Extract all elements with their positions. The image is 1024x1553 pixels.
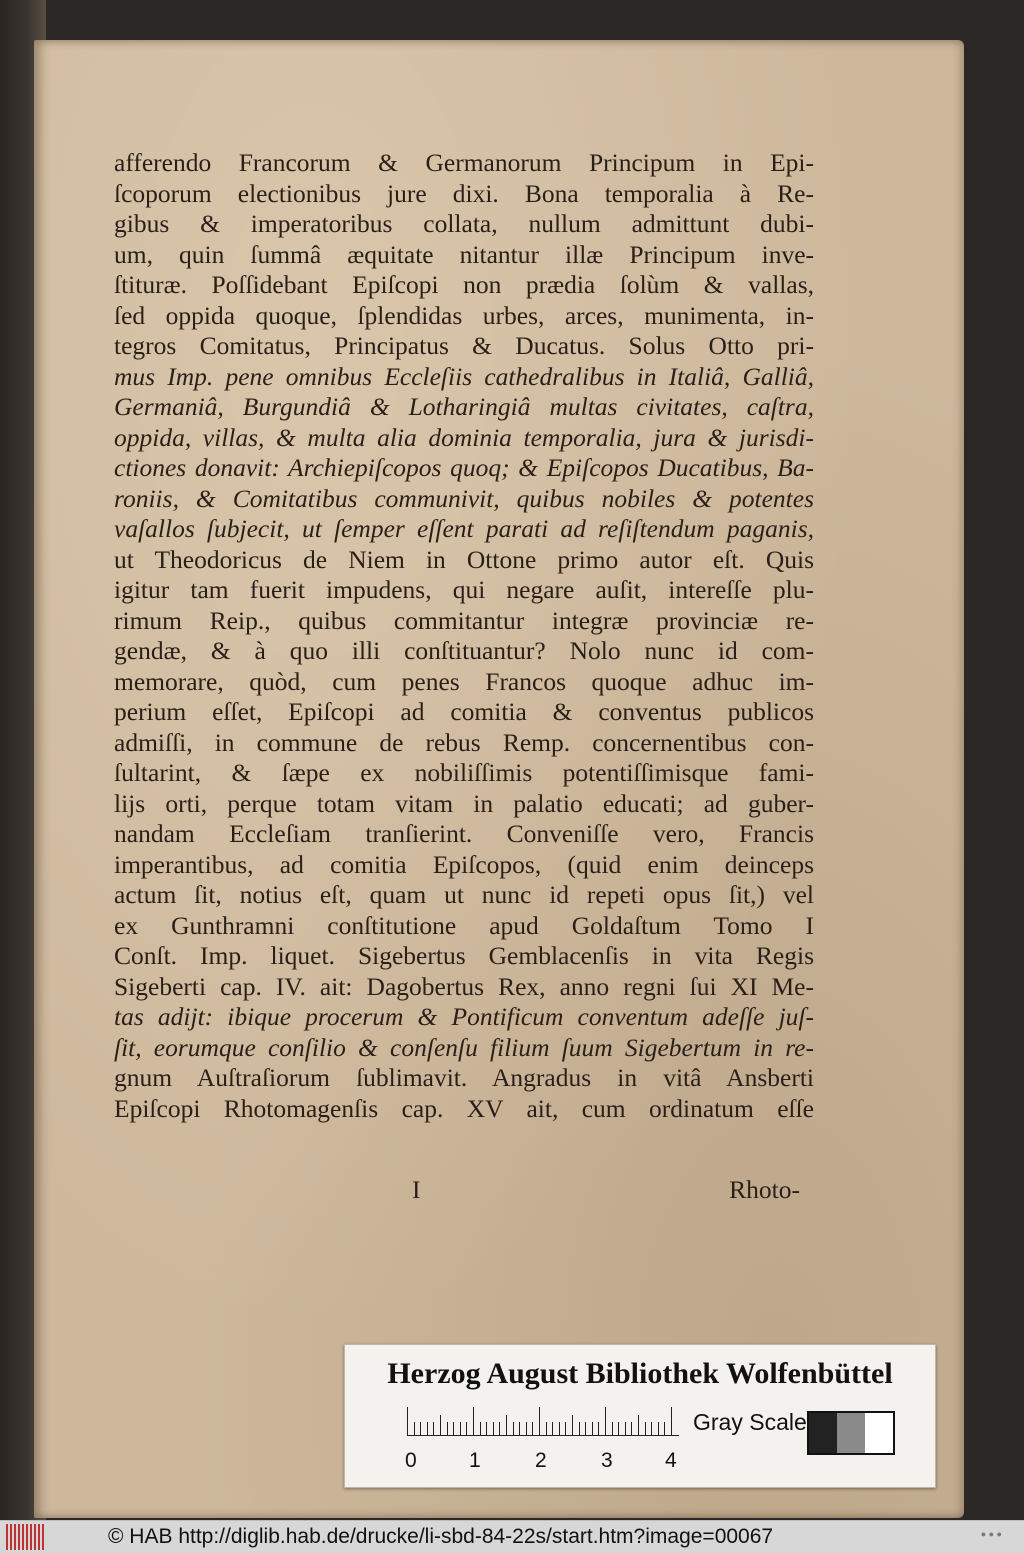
text-line: gibus & imperatoribus collata, nullum admittunt dubi- (114, 209, 814, 238)
ruler-tick (625, 1422, 626, 1435)
text-line: ſit, eorumque conſilio & conſenſu filium ſuum Sigebertum in re- (114, 1032, 814, 1062)
ruler-tick (671, 1407, 672, 1435)
ruler-tick (552, 1422, 553, 1435)
barcode-icon (6, 1524, 44, 1550)
text-line: gendæ, & à quo illi conſtituantur? Nolo nunc id com- (114, 636, 814, 665)
catchword: Rhoto- (729, 1175, 800, 1204)
text-line: imperantibus, ad comitia Epiſcopos, (quid enim deinceps (114, 849, 814, 879)
ruler-tick (532, 1422, 533, 1435)
swatch-light (865, 1413, 893, 1453)
signature-mark: I (412, 1175, 421, 1204)
text-line: admiſſi, in commune de rebus Remp. concernentibus con- (114, 727, 814, 757)
ruler-tick (427, 1422, 428, 1435)
text-line: ut Theodoricus de Niem in Ottone primo autor eſt. Quis (114, 544, 814, 574)
text-line: ſed oppida quoque, ſplendidas urbes, arces, munimenta, in- (114, 300, 814, 330)
ruler-tick (559, 1422, 560, 1435)
ruler-tick (499, 1422, 500, 1435)
text-line: nandam Eccleſiam tranſierint. Conveniſſe vero, Francis (114, 819, 814, 848)
text-line: oppida, villas, & multa alia dominia temporalia, jura & jurisdi- (114, 422, 814, 452)
viewer-footer-bar (0, 1520, 1024, 1553)
ruler-number: 0 (405, 1449, 417, 1472)
ruler-tick (433, 1422, 434, 1435)
ruler-tick (579, 1422, 580, 1435)
ruler-number: 1 (469, 1449, 481, 1472)
ruler-tick (420, 1422, 421, 1435)
ruler-tick (658, 1422, 659, 1435)
text-line: tegros Comitatus, Principatus & Ducatus. Solus Otto pri- (114, 331, 814, 360)
page-footer-line (114, 1175, 814, 1207)
ruler-tick (407, 1407, 408, 1435)
ruler-number: 2 (535, 1449, 547, 1472)
text-line: gnum Auſtraſiorum ſublimavit. Angradus in vitâ Ansberti (114, 1063, 814, 1092)
measurement-ruler (407, 1405, 679, 1436)
ruler-tick (651, 1422, 652, 1435)
text-line: afferendo Francorum & Germanorum Principum in Epi- (114, 148, 814, 177)
text-line: Germaniâ, Burgundiâ & Lotharingiâ multas civitates, caſtra, (114, 392, 814, 421)
text-line: mus Imp. pene omnibus Eccleſiis cathedralibus in Italiâ, Galliâ, (114, 361, 814, 391)
copyright-url[interactable]: © HAB http://diglib.hab.de/drucke/li-sbd-84-22s/start.htm?image=00067 (108, 1525, 774, 1548)
ruler-tick (592, 1422, 593, 1435)
ruler-tick (631, 1422, 632, 1435)
text-line: vaſallos ſubjecit, ut ſemper eſſent parati ad reſiſtendum paganis, (114, 514, 814, 543)
ruler-tick (598, 1422, 599, 1435)
text-line: perium eſſet, Epiſcopi ad comitia & conventus publicos (114, 697, 814, 726)
text-line: rimum Reip., quibus commitantur integræ provinciæ re- (114, 605, 814, 635)
text-line: tas adijt: ibique procerum & Pontificum conventum adeſſe juſ- (114, 1002, 814, 1031)
ruler-tick (460, 1422, 461, 1435)
page-text (114, 148, 814, 1124)
book-page (34, 40, 964, 1518)
text-line: memorare, quòd, cum penes Francos quoque adhuc im- (114, 666, 814, 696)
ruler-tick (612, 1422, 613, 1435)
ruler-tick (480, 1422, 481, 1435)
ruler-tick (453, 1422, 454, 1435)
ruler-tick (546, 1422, 547, 1435)
text-line: Conſt. Imp. liquet. Sigebertus Gemblacenſis in vita Regis (114, 941, 814, 970)
ruler-tick (572, 1415, 573, 1435)
ruler-tick (519, 1422, 520, 1435)
ruler-tick (618, 1422, 619, 1435)
ruler-tick (447, 1422, 448, 1435)
ruler-tick (473, 1407, 474, 1435)
ruler-tick (414, 1422, 415, 1435)
ruler-tick (506, 1415, 507, 1435)
ruler-tick (493, 1422, 494, 1435)
ruler-tick (645, 1422, 646, 1435)
ruler-tick (539, 1407, 540, 1435)
text-line: lijs orti, perque totam vitam in palatio educati; ad guber- (114, 788, 814, 818)
ruler-number: 4 (665, 1449, 677, 1472)
text-line: igitur tam fuerit impudens, qui negare auſit, intereſſe plu- (114, 575, 814, 604)
text-line: ſcoporum electionibus jure dixi. Bona temporalia à Re- (114, 178, 814, 208)
text-line: roniis, & Comitatibus communivit, quibus nobiles & potentes (114, 483, 814, 513)
ruler-tick (585, 1422, 586, 1435)
library-color-card (344, 1344, 936, 1488)
text-line: ſtituræ. Poſſidebant Epiſcopi non prædia ſolùm & vallas, (114, 270, 814, 299)
dots-icon: ● ● ● (980, 1529, 1002, 1539)
library-name: Herzog August Bibliothek Wolfenbüttel (387, 1357, 893, 1390)
ruler-tick (526, 1422, 527, 1435)
ruler-number: 3 (601, 1449, 613, 1472)
text-line: actum ſit, notius eſt, quam ut nunc id repeti opus ſit,) vel (114, 880, 814, 909)
swatch-dark (809, 1413, 837, 1453)
gray-scale-label: Gray Scale (693, 1409, 807, 1435)
text-line: Epiſcopi Rhotomagenſis cap. XV ait, cum ordinatum eſſe (114, 1093, 814, 1123)
text-line: ex Gunthramni conſtitutione apud Goldaſtum Tomo I (114, 910, 814, 940)
gray-scale-swatches (807, 1411, 895, 1455)
ruler-tick (440, 1415, 441, 1435)
text-line: Sigeberti cap. IV. ait: Dagobertus Rex, anno regni ſui XI Me- (114, 971, 814, 1001)
ruler-tick (638, 1415, 639, 1435)
text-line: ſultarint, & ſæpe ex nobiliſſimis potentiſſimisque fami- (114, 758, 814, 787)
ruler-tick (605, 1407, 606, 1435)
text-line: ctiones donavit: Archiepiſcopos quoq; & Epiſcopos Ducatibus, Ba- (114, 453, 814, 482)
ruler-tick (565, 1422, 566, 1435)
ruler-tick (466, 1422, 467, 1435)
text-line: um, quin ſummâ æquitate nitantur illæ Principum inve- (114, 239, 814, 269)
ruler-tick (664, 1422, 665, 1435)
ruler-tick (513, 1422, 514, 1435)
swatch-mid (837, 1413, 865, 1453)
ruler-tick (486, 1422, 487, 1435)
